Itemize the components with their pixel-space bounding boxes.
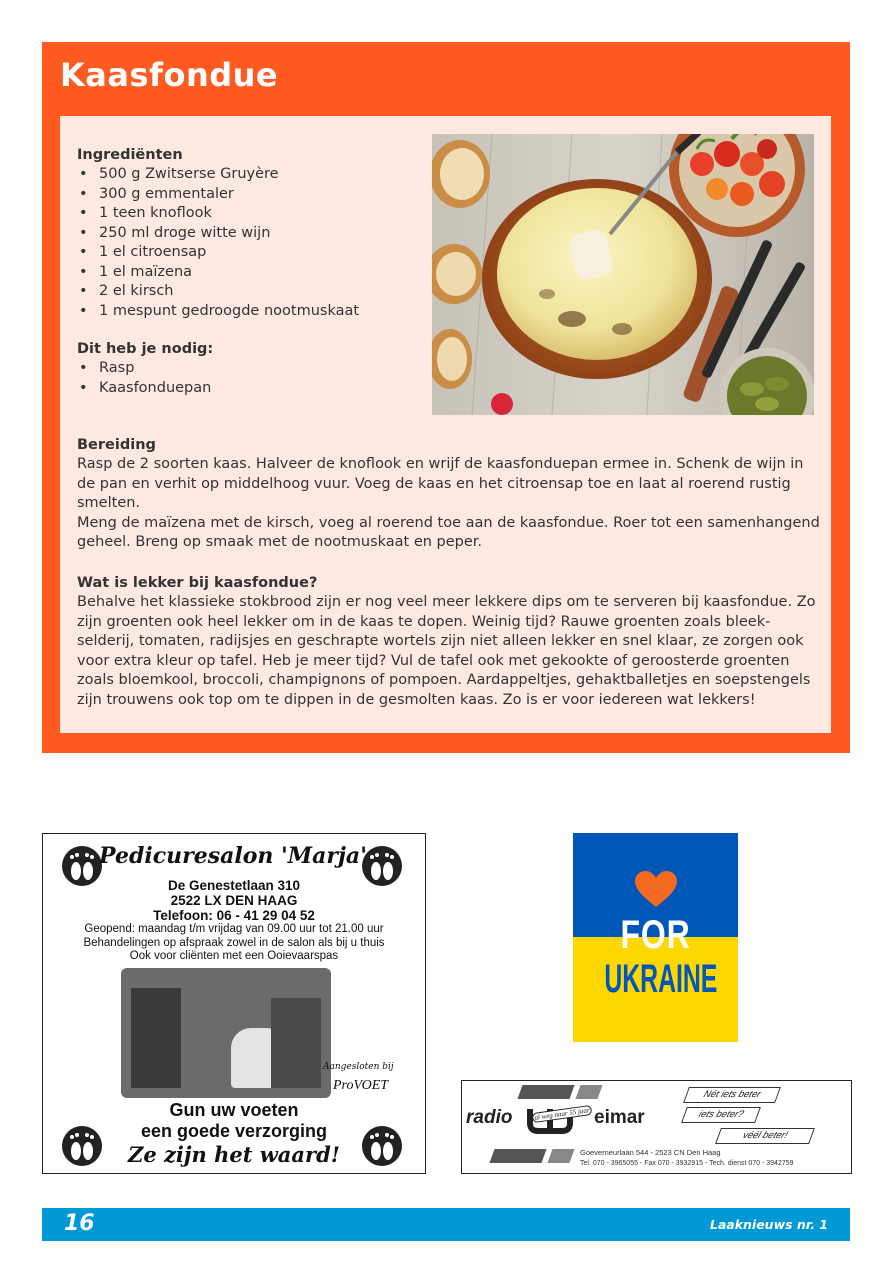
salon-slogan-line3: Ze zijn het waard! [128,1142,340,1167]
recipe-box [42,42,850,753]
list-item: • 2 el kirsch [77,282,422,302]
list-item: • 300 g emmentaler [77,185,422,205]
ingredients-heading: Ingrediënten [77,147,183,163]
radio-tagline-3: véél beter! [715,1128,815,1144]
radio-brand-right: eimar [594,1107,645,1128]
stripe-decoration [517,1085,574,1099]
list-item: • 1 el citroensap [77,243,422,263]
salon-ooievaarspas: Ook voor cliënten met een Ooievaarspas [129,950,339,962]
radio-address: Goeverneurlaan 544 - 2523 CN Den Haag [580,1148,721,1157]
list-item: • Rasp [77,359,422,379]
pedicure-ad [42,833,426,1174]
affiliated-label: Aangesloten bij [323,1062,394,1072]
page-footer [42,1208,850,1241]
salon-address-line1: De Genestetlaan 310 [167,878,301,893]
tools-list [77,359,422,398]
salon-appointments: Behandelingen op afspraak zowel in de salon als bij u thuis [83,936,385,949]
recipe-content-panel [60,116,831,733]
footprint-icon [361,1124,403,1168]
preparation-section [77,436,822,553]
salon-name: Pedicuresalon 'Marja' [99,843,367,869]
tools-section [77,340,422,398]
extras-section [77,574,822,710]
footprint-icon [61,1124,103,1168]
list-item: • 1 teen knoflook [77,204,422,224]
radio-brand-left: radio [466,1107,513,1128]
heart-icon [635,871,677,909]
list-item: • 1 el maïzena [77,263,422,283]
publication-name: Laaknieuws nr. 1 [709,1217,828,1232]
ukraine-ad [573,833,738,1042]
provoet-logo: ProVOET [333,1078,389,1093]
preparation-paragraph: Rasp de 2 soorten kaas. Halveer de knoflook en wrijf de kaasfonduepan ermee in. Schenk de wijn in de pan en verhit op middelhoog vuur. Voeg de kaas en het citroensap toe en laat al roerend rustig smelten. [77,456,804,511]
stripe-decoration [575,1085,602,1099]
preparation-heading: Bereiding [77,437,156,453]
page-number: 16 [64,1211,95,1236]
radio-tagline-1: Nét iets beter [683,1087,781,1103]
extras-heading: Wat is lekker bij kaasfondue? [77,575,318,591]
stripe-decoration [489,1149,546,1163]
fondue-photo-illustration [432,134,814,415]
list-item: • Kaasfonduepan [77,379,422,399]
ingredients-section [77,146,422,321]
salon-phone: Telefoon: 06 - 41 29 04 52 [153,908,315,923]
salon-contact [43,878,425,964]
salon-photo [121,968,331,1098]
stripe-decoration [547,1149,574,1163]
tools-heading: Dit heb je nodig: [77,341,214,357]
ukraine-line2: UKRAINE [604,957,718,1001]
preparation-paragraph: Meng de maïzena met de kirsch, voeg al roerend toe aan de kaasfondue. Roer tot een samenhangend geheel. Breng op smaak met de nootmuskaat en peper. [77,514,820,550]
radio-badge: al weg naar 55 jaar [532,1105,593,1123]
list-item: • 500 g Zwitserse Gruyère [77,165,422,185]
fondue-photo [432,134,814,415]
salon-slogan-line1: Gun uw voeten [169,1100,299,1120]
salon-address-line2: 2522 LX DEN HAAG [170,893,298,908]
radio-ad [461,1080,852,1174]
extras-paragraph: Behalve het klassieke stokbrood zijn er nog veel meer lekkere dips om te serveren bij kaasfondue. Zo zijn groenten ook heel lekker om in de kaas te dopen. Weinig tijd? Rauwe groenten zoals bleek-selderij, tomaten, radijsjes en geschrapte wortels zijn niet alleen lekker en snel klaar, ze zorgen ook voor extra kleur op tafel. Heb je meer tijd? Vul de tafel ook met gekookte of geroosterde groenten zoals bloemkool, broccoli, champignons of pompoen. Aardappeltjes, gehaktballetjes en soepstengels zijn trouwens ook top om te dippen in de gesmolten kaas. Zo is er voor iedereen wat lekkers! [77,594,816,708]
salon-slogan-line2: een goede verzorging [140,1121,328,1141]
ingredients-list [77,165,422,321]
salon-hours: Geopend: maandag t/m vrijdag van 09.00 uur tot 21.00 uur [84,923,384,935]
list-item: • 250 ml droge witte wijn [77,224,422,244]
list-item: • 1 mespunt gedroogde nootmuskaat [77,302,422,322]
radio-tagline-2: iets beter? [681,1107,761,1123]
radio-contact: Tel. 070 - 3965055 - Fax 070 - 3932915 - Tech. dienst 070 - 3942759 [580,1160,794,1167]
ukraine-line1: FOR [620,913,691,957]
recipe-title: Kaasfondue [60,56,279,94]
